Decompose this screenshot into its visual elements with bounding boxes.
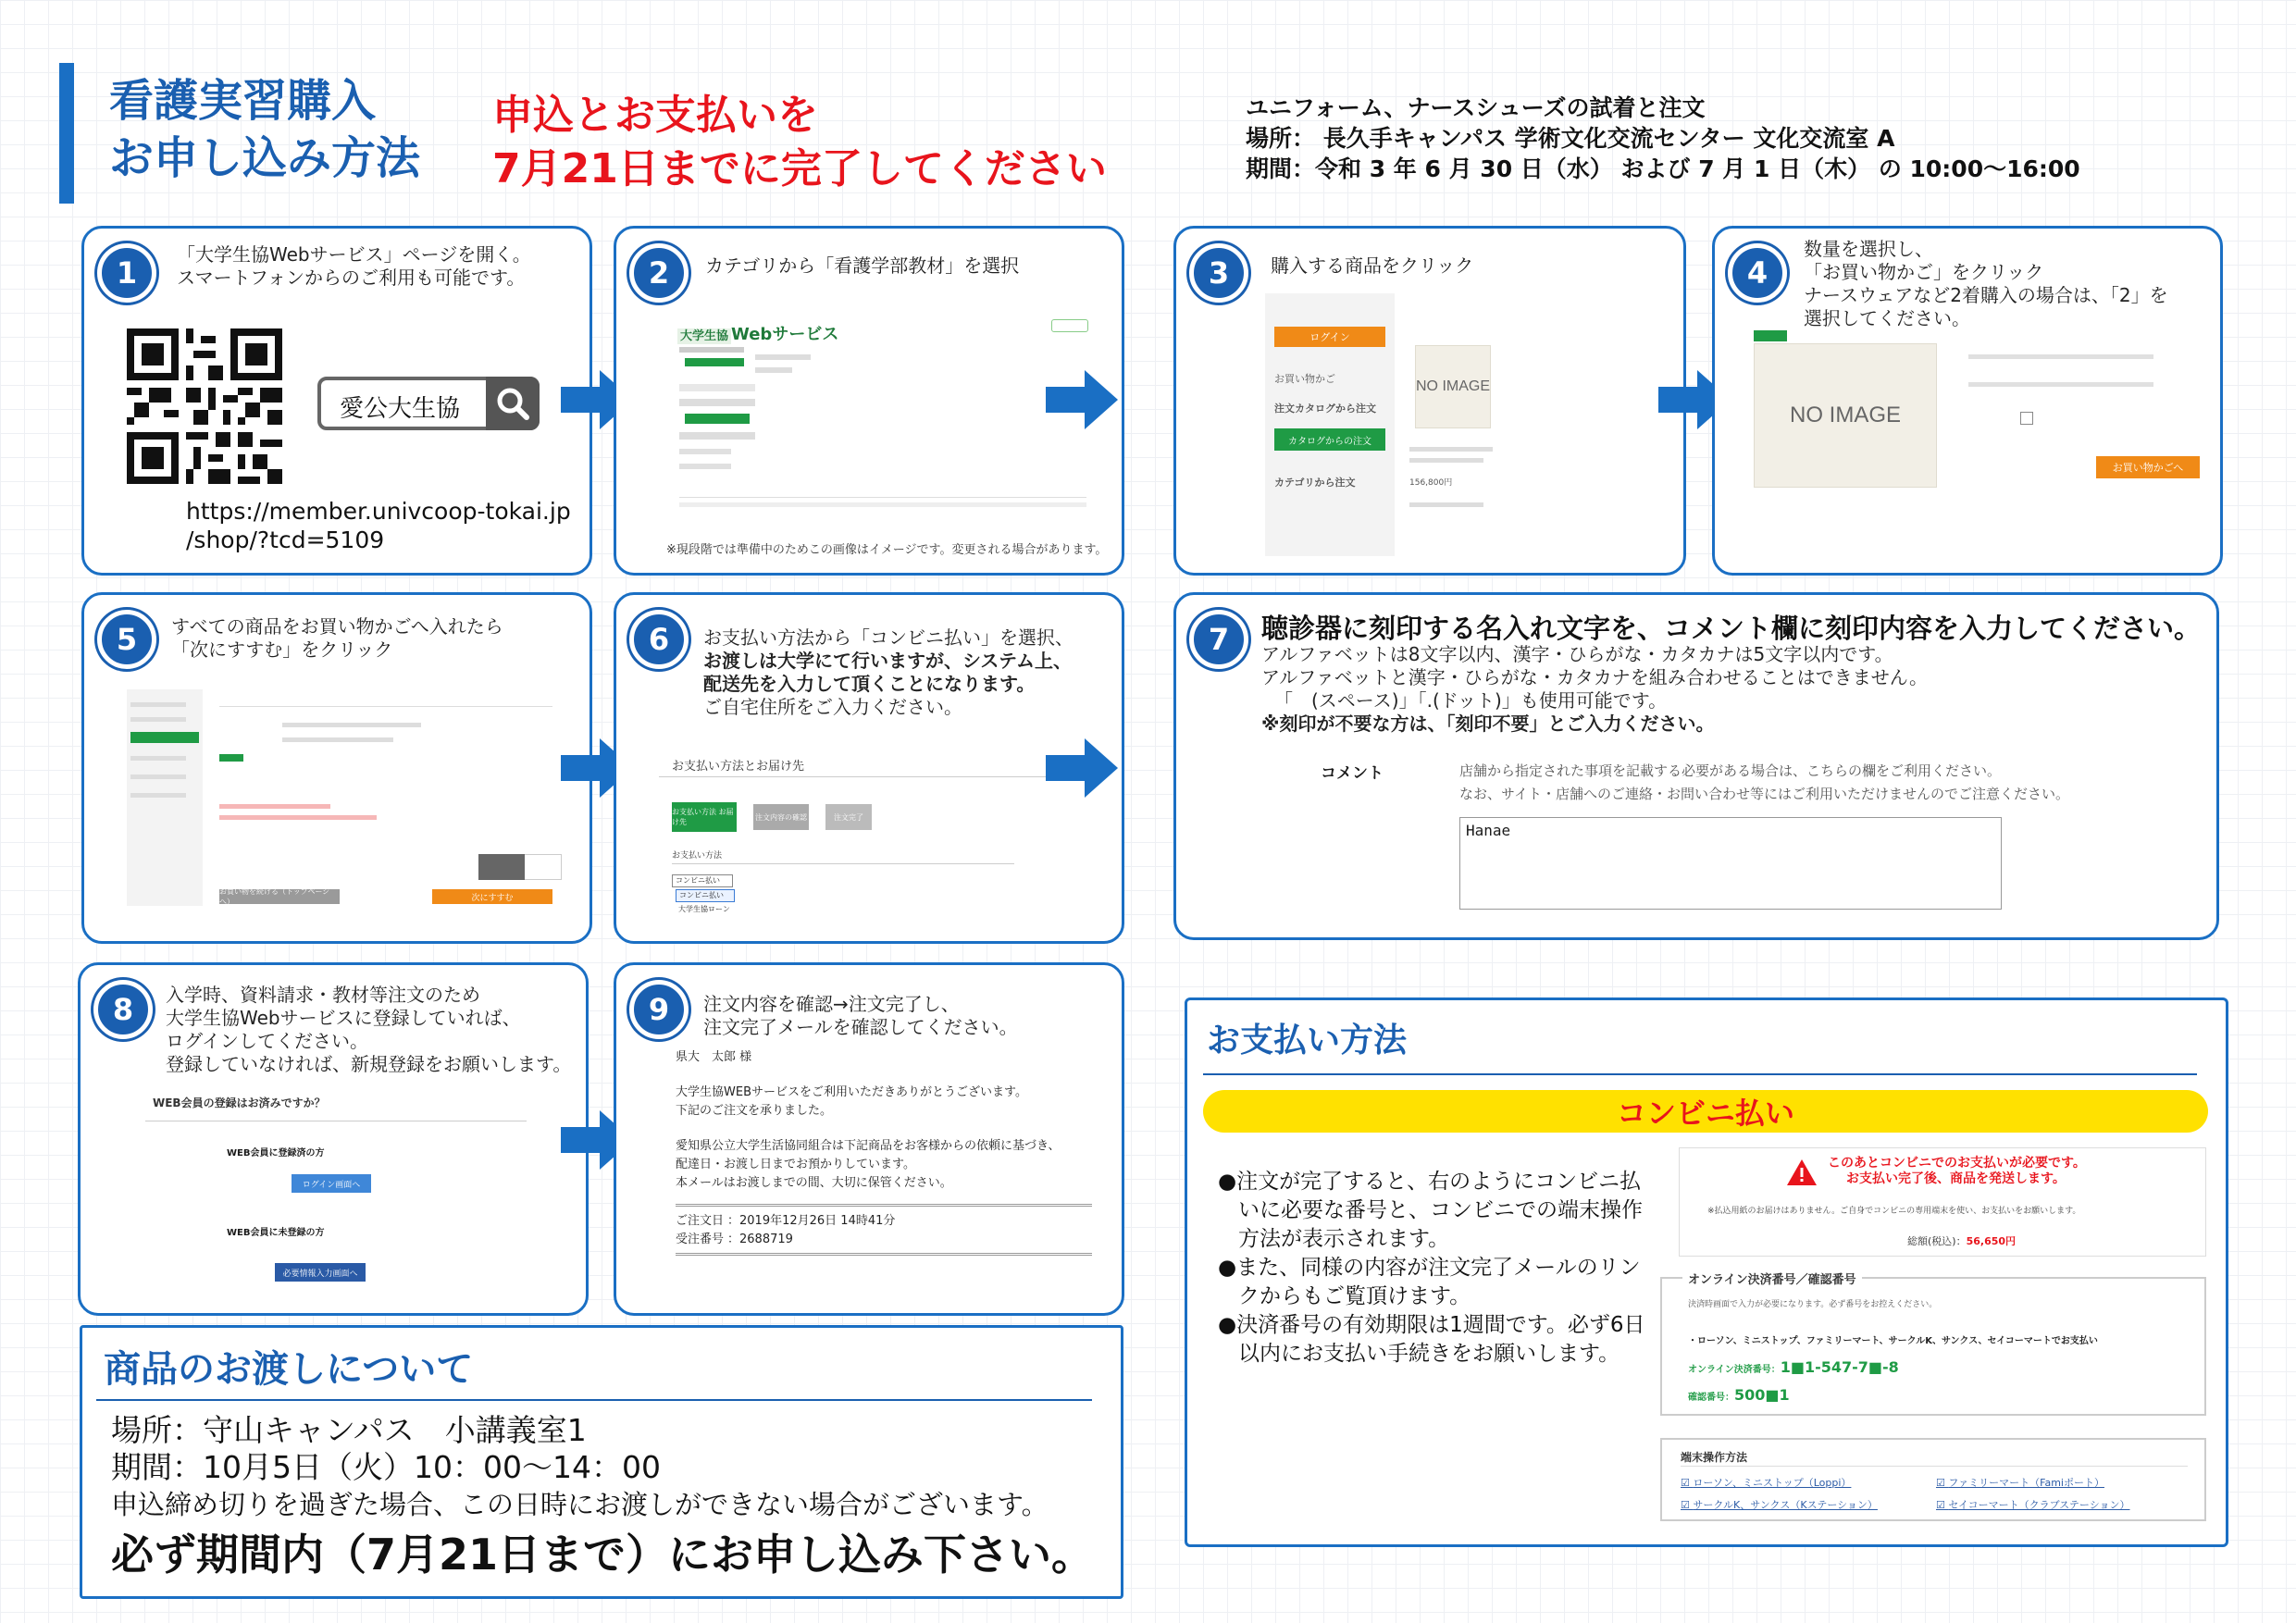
deadline-line: 7月21日までに完了してください <box>492 145 1107 192</box>
online-payment-title: オンライン決済番号／確認番号 <box>1682 1270 1862 1287</box>
category-order-label: カテゴリから注文 <box>1274 477 1356 489</box>
text-line: スマートフォンからのご利用も可能です。 <box>177 266 526 289</box>
flow-step: 注文内容の確認 <box>753 804 809 830</box>
text-line: 選択してください。 <box>1804 307 1970 329</box>
engraving-title: 聴診器に刻印する名入れ文字を、コメント欄に刻印内容を入力してください。 <box>1261 613 2202 644</box>
instruction-line: いに必要な番号と、コンビニでの端末操作 <box>1238 1198 1643 1222</box>
step-9-panel <box>614 962 1124 1316</box>
header-accent-bar <box>59 63 74 204</box>
payment-option-loan[interactable]: 大学生協ローン <box>678 905 730 913</box>
url-line: https://member.univcoop-tokai.jp <box>186 498 571 525</box>
online-note: 決済時画面で入力が必要になります。必ず番号をお控えください。 <box>1688 1300 1938 1309</box>
deadline-notice <box>492 89 1107 196</box>
instruction-line: ●決済番号の有効期限は1週間です。必ず6日 <box>1218 1313 1645 1337</box>
step-text: 購入する商品をクリック <box>1271 254 1474 277</box>
text-line: アルファベットは8文字以内、漢字・ひらがな・カタカナは5文字以内です。 <box>1261 643 1893 665</box>
instruction-line: ●注文が完了すると、右のようにコンビニ払 <box>1218 1170 1642 1194</box>
email-line: 配達日・お渡し日までお預かりしています。 <box>676 1158 915 1171</box>
text-line: ログインしてください。 <box>166 1030 368 1052</box>
online-payment-box <box>1660 1273 2206 1416</box>
text-line: 注文内容を確認→注文完了し、 <box>703 993 960 1015</box>
warning-line: お支払い完了後、商品を発送します。 <box>1846 1171 2066 1186</box>
login-button[interactable]: ログイン <box>1274 327 1385 347</box>
logo-text: Webサービス <box>731 325 839 344</box>
step-number-badge: 2 <box>629 243 689 303</box>
text-line: ご自宅住所をご入力ください。 <box>703 696 962 718</box>
cart-screenshot <box>127 689 564 906</box>
confirmation-email <box>676 1048 1092 1256</box>
logo-prefix: 大学生協 <box>677 328 731 344</box>
delivery-note: 申込締め切りを過ぎた場合、この日時にお渡しができない場合がございます。 <box>111 1489 1049 1520</box>
text-line: 入学時、資料請求・教材等注文のため <box>166 984 480 1006</box>
delivery-period: 期間：10月5日（火）10：00～14：00 <box>111 1449 661 1485</box>
terminal-title: 端末操作方法 <box>1681 1451 1748 1464</box>
order-number-label: 受注番号 <box>676 1233 725 1246</box>
info-line: 期間：令和 3 年 6 月 30 日（水） および 7 月 1 日（木） の 10:00～16:00 <box>1246 155 2080 182</box>
step-1-panel <box>81 226 592 576</box>
catalog-order-button[interactable]: カタログからの注文 <box>1274 428 1385 451</box>
payment-header: お支払い方法とお届け先 <box>672 760 805 774</box>
text-line: 配送先を入力して頂くことになります。 <box>703 673 1036 695</box>
divider <box>1203 1073 2197 1075</box>
step-7-panel <box>1173 592 2219 940</box>
step-number-badge: 3 <box>1189 243 1248 303</box>
payment-option-konbini[interactable]: コンビニ払い <box>676 889 735 902</box>
text-line: 「大学生協Webサービス」ページを開く。 <box>177 243 531 266</box>
search-icon <box>486 377 540 430</box>
instruction-line: ●また、同様の内容が注文完了メールのリン <box>1218 1256 1641 1280</box>
text-line: 「 (スペース)」「.(ドット)」も使用可能です。 <box>1274 689 1668 712</box>
email-line: 下記のご注文を承りました。 <box>676 1104 833 1118</box>
title-line: 看護実習購入 <box>109 75 377 127</box>
title-line: お申し込み方法 <box>109 132 421 184</box>
step-number-badge: 6 <box>629 610 689 669</box>
deadline-line: 申込とお支払いを <box>492 92 818 139</box>
step-text: カテゴリから「看護学部教材」を選択 <box>705 254 1020 277</box>
quantity-select[interactable] <box>2020 412 2033 425</box>
delivery-place: 場所：守山キャンパス 小講義室1 <box>111 1412 587 1448</box>
order-date-label: ご注文日 <box>676 1214 725 1228</box>
text-line: 数量を選択し、 <box>1804 238 1933 260</box>
arrow-right-icon <box>1046 370 1118 429</box>
divider <box>96 1399 1092 1401</box>
member-question: WEB会員の登録はお済みですか？ <box>153 1096 326 1109</box>
next-button[interactable]: 次にすすむ <box>432 889 552 904</box>
confirm-number: 500■1 <box>1734 1386 1790 1404</box>
step-text <box>703 993 1018 1039</box>
step-number-badge: 4 <box>1728 243 1787 303</box>
step-number-badge: 5 <box>97 610 156 669</box>
total-label: 総額(税込)： <box>1907 1235 1967 1247</box>
search-button[interactable] <box>486 377 540 430</box>
step-number-badge: 7 <box>1189 610 1248 669</box>
arrow-right-icon <box>1046 738 1118 798</box>
text-line: お支払い方法から「コンビニ払い」を選択、 <box>703 626 1074 649</box>
delivery-title: 商品のお渡しについて <box>104 1348 474 1391</box>
product-price: 156,800円 <box>1409 478 1453 488</box>
fitting-info <box>1246 93 2080 184</box>
hint-line: 店舗から指定された事項を記載する必要がある場合は、こちらの欄をご利用ください。 <box>1459 762 2002 779</box>
warning-line: このあとコンビニでのお支払いが必要です。 <box>1828 1156 2086 1171</box>
instruction-line: 以内にお支払い手続きをお願いします。 <box>1238 1342 1620 1366</box>
service-url-link[interactable] <box>186 497 571 554</box>
terminal-link[interactable]: ☑ セイコーマート（クラブステーション） <box>1936 1499 2130 1511</box>
terminal-link[interactable]: ☑ ローソン、ミニストップ（Loppi） <box>1681 1477 1852 1489</box>
text-line: 大学生協Webサービスに登録していれば、 <box>166 1007 521 1029</box>
search-box[interactable] <box>317 377 540 430</box>
cart-label: お買い物かご <box>1274 373 1335 385</box>
link-text: ファミリーマート（Famiポート） <box>1948 1477 2104 1489</box>
online-number-label: オンライン決済番号： <box>1688 1365 1781 1375</box>
text-line: お渡しは大学にて行いますが、システム上、 <box>703 650 1072 672</box>
order-date: ：2019年12月26日 14時41分 <box>727 1214 896 1228</box>
payment-method-label: お支払い方法 <box>672 851 723 861</box>
product-list-screenshot <box>1265 293 1520 556</box>
warning-text <box>1828 1156 2086 1187</box>
step-text <box>1804 238 2168 330</box>
terminal-operation-box <box>1660 1438 2206 1521</box>
text-line: 注文完了メールを確認してください。 <box>703 1016 1018 1038</box>
info-line: 場所： 長久手キャンパス 学術文化交流センター 文化交流室 A <box>1246 125 1895 152</box>
payment-instructions <box>1218 1168 1645 1369</box>
step-text <box>177 243 531 290</box>
catalog-order-label: 注文カタログから注文 <box>1274 403 1376 415</box>
warning-icon <box>1785 1158 1818 1187</box>
text-line: すべての商品をお買い物かごへ入れたら <box>171 615 503 638</box>
login-button[interactable]: ログイン画面へ <box>292 1174 371 1193</box>
qr-code-icon[interactable] <box>127 328 282 484</box>
flow-step-current: お支払い方法 お届け先 <box>672 802 737 832</box>
stores-list: ・ローソン、ミニストップ、ファミリーマート、サークルK、サンクス、セイコーマートでお支払い <box>1688 1336 2098 1346</box>
email-line: 県大 太郎 様 <box>676 1050 752 1064</box>
terminal-link[interactable]: ☑ ファミリーマート（Famiポート） <box>1936 1477 2104 1489</box>
info-line: ユニフォーム、ナースシューズの試着と注文 <box>1246 94 1706 121</box>
web-logo <box>677 321 838 345</box>
link-text: セイコーマート（クラブステーション） <box>1948 1499 2130 1511</box>
step-number-badge: 9 <box>629 980 689 1039</box>
image-note: ※現段階では準備中のためこの画像はイメージです。変更される場合があります。 <box>666 543 1108 557</box>
text-line: アルファベットと漢字・ひらがな・カタカナを組み合わせることはできません。 <box>1261 666 1928 688</box>
comment-label: コメント <box>1321 764 1384 783</box>
email-line: 愛知県公立大学生活協同組合は下記商品をお客様からの依頼に基づき、 <box>676 1139 1061 1153</box>
page-title <box>109 72 420 187</box>
text-line: ※刻印が不要な方は、「刻印不要」とご入力ください。 <box>1261 712 1715 735</box>
link-text: サークルK、サンクス（Kステーション） <box>1693 1499 1878 1511</box>
hint-line: なお、サイト・店舗へのご連絡・お問い合わせ等にはご利用いただけませんのでご注意ください。 <box>1459 786 2069 802</box>
url-line: /shop/?tcd=5109 <box>186 527 385 553</box>
konbini-notice-box <box>1679 1147 2206 1257</box>
text-line: 「次にすすむ」をクリック <box>171 638 393 661</box>
web-service-screenshot <box>661 317 1096 523</box>
registered-label: WEB会員に登録済の方 <box>227 1148 325 1158</box>
payment-select[interactable]: コンビニ払い <box>672 874 733 887</box>
add-to-cart-button[interactable]: お買い物かごへ <box>2096 456 2200 478</box>
text-line: 「お買い物かご」をクリック <box>1804 261 2044 283</box>
continue-shopping-button[interactable]: お買い物を続ける（トップページへ） <box>219 889 340 904</box>
unregistered-label: WEB会員に未登録の方 <box>227 1228 325 1238</box>
online-number: 1■1-547-7■-8 <box>1780 1358 1899 1376</box>
fee-note: ※払込用紙のお届けはありません。ご自身でコンビニの専用端末を使い、お支払いをお願いします。 <box>1707 1207 2081 1216</box>
instruction-line: 方法が表示されます。 <box>1238 1227 1450 1251</box>
step-3-panel <box>1173 226 1686 576</box>
email-line: 大学生協WEBサービスをご利用いただきありがとうございます。 <box>676 1085 1027 1099</box>
step-text <box>171 615 503 662</box>
product-image-placeholder[interactable]: NO IMAGE <box>1415 345 1491 428</box>
total-amount: 56,650円 <box>1966 1235 2017 1247</box>
flow-step: 注文完了 <box>825 804 872 830</box>
signup-button[interactable]: 必要情報入力画面へ <box>275 1263 366 1282</box>
search-input[interactable]: 愛公大生協 <box>340 395 461 423</box>
confirm-number-label: 確認番号： <box>1688 1393 1734 1403</box>
step-8-panel <box>78 962 589 1316</box>
email-line: 本メールはお渡しまでの間、大切に保管ください。 <box>676 1176 952 1190</box>
step-number-badge: 1 <box>97 243 156 303</box>
payment-title: お支払い方法 <box>1207 1022 1408 1059</box>
step-5-panel <box>81 592 592 944</box>
engraving-rules <box>1261 643 1928 736</box>
step-4-panel <box>1712 226 2223 576</box>
link-text: ローソン、ミニストップ（Loppi） <box>1693 1477 1852 1489</box>
comment-textarea[interactable]: Hanae <box>1459 817 2002 910</box>
product-image-placeholder: NO IMAGE <box>1754 343 1937 488</box>
step-text <box>703 626 1074 719</box>
step-number-badge: 8 <box>93 980 153 1039</box>
instruction-line: クからもご覧頂けます。 <box>1238 1284 1471 1308</box>
delivery-emphasis: 必ず期間内（7月21日まで）にお申し込み下さい。 <box>111 1530 1095 1580</box>
payment-method-banner: コンビニ払い <box>1203 1090 2208 1133</box>
order-number: ：2688719 <box>727 1233 793 1246</box>
comment-hint <box>1459 760 2069 806</box>
terminal-link[interactable]: ☑ サークルK、サンクス（Kステーション） <box>1681 1499 1878 1511</box>
step-text <box>166 984 571 1076</box>
text-line: 登録していなければ、新規登録をお願いします。 <box>166 1053 572 1075</box>
text-line: ナースウェアなど2着購入の場合は、「2」を <box>1804 284 2168 306</box>
